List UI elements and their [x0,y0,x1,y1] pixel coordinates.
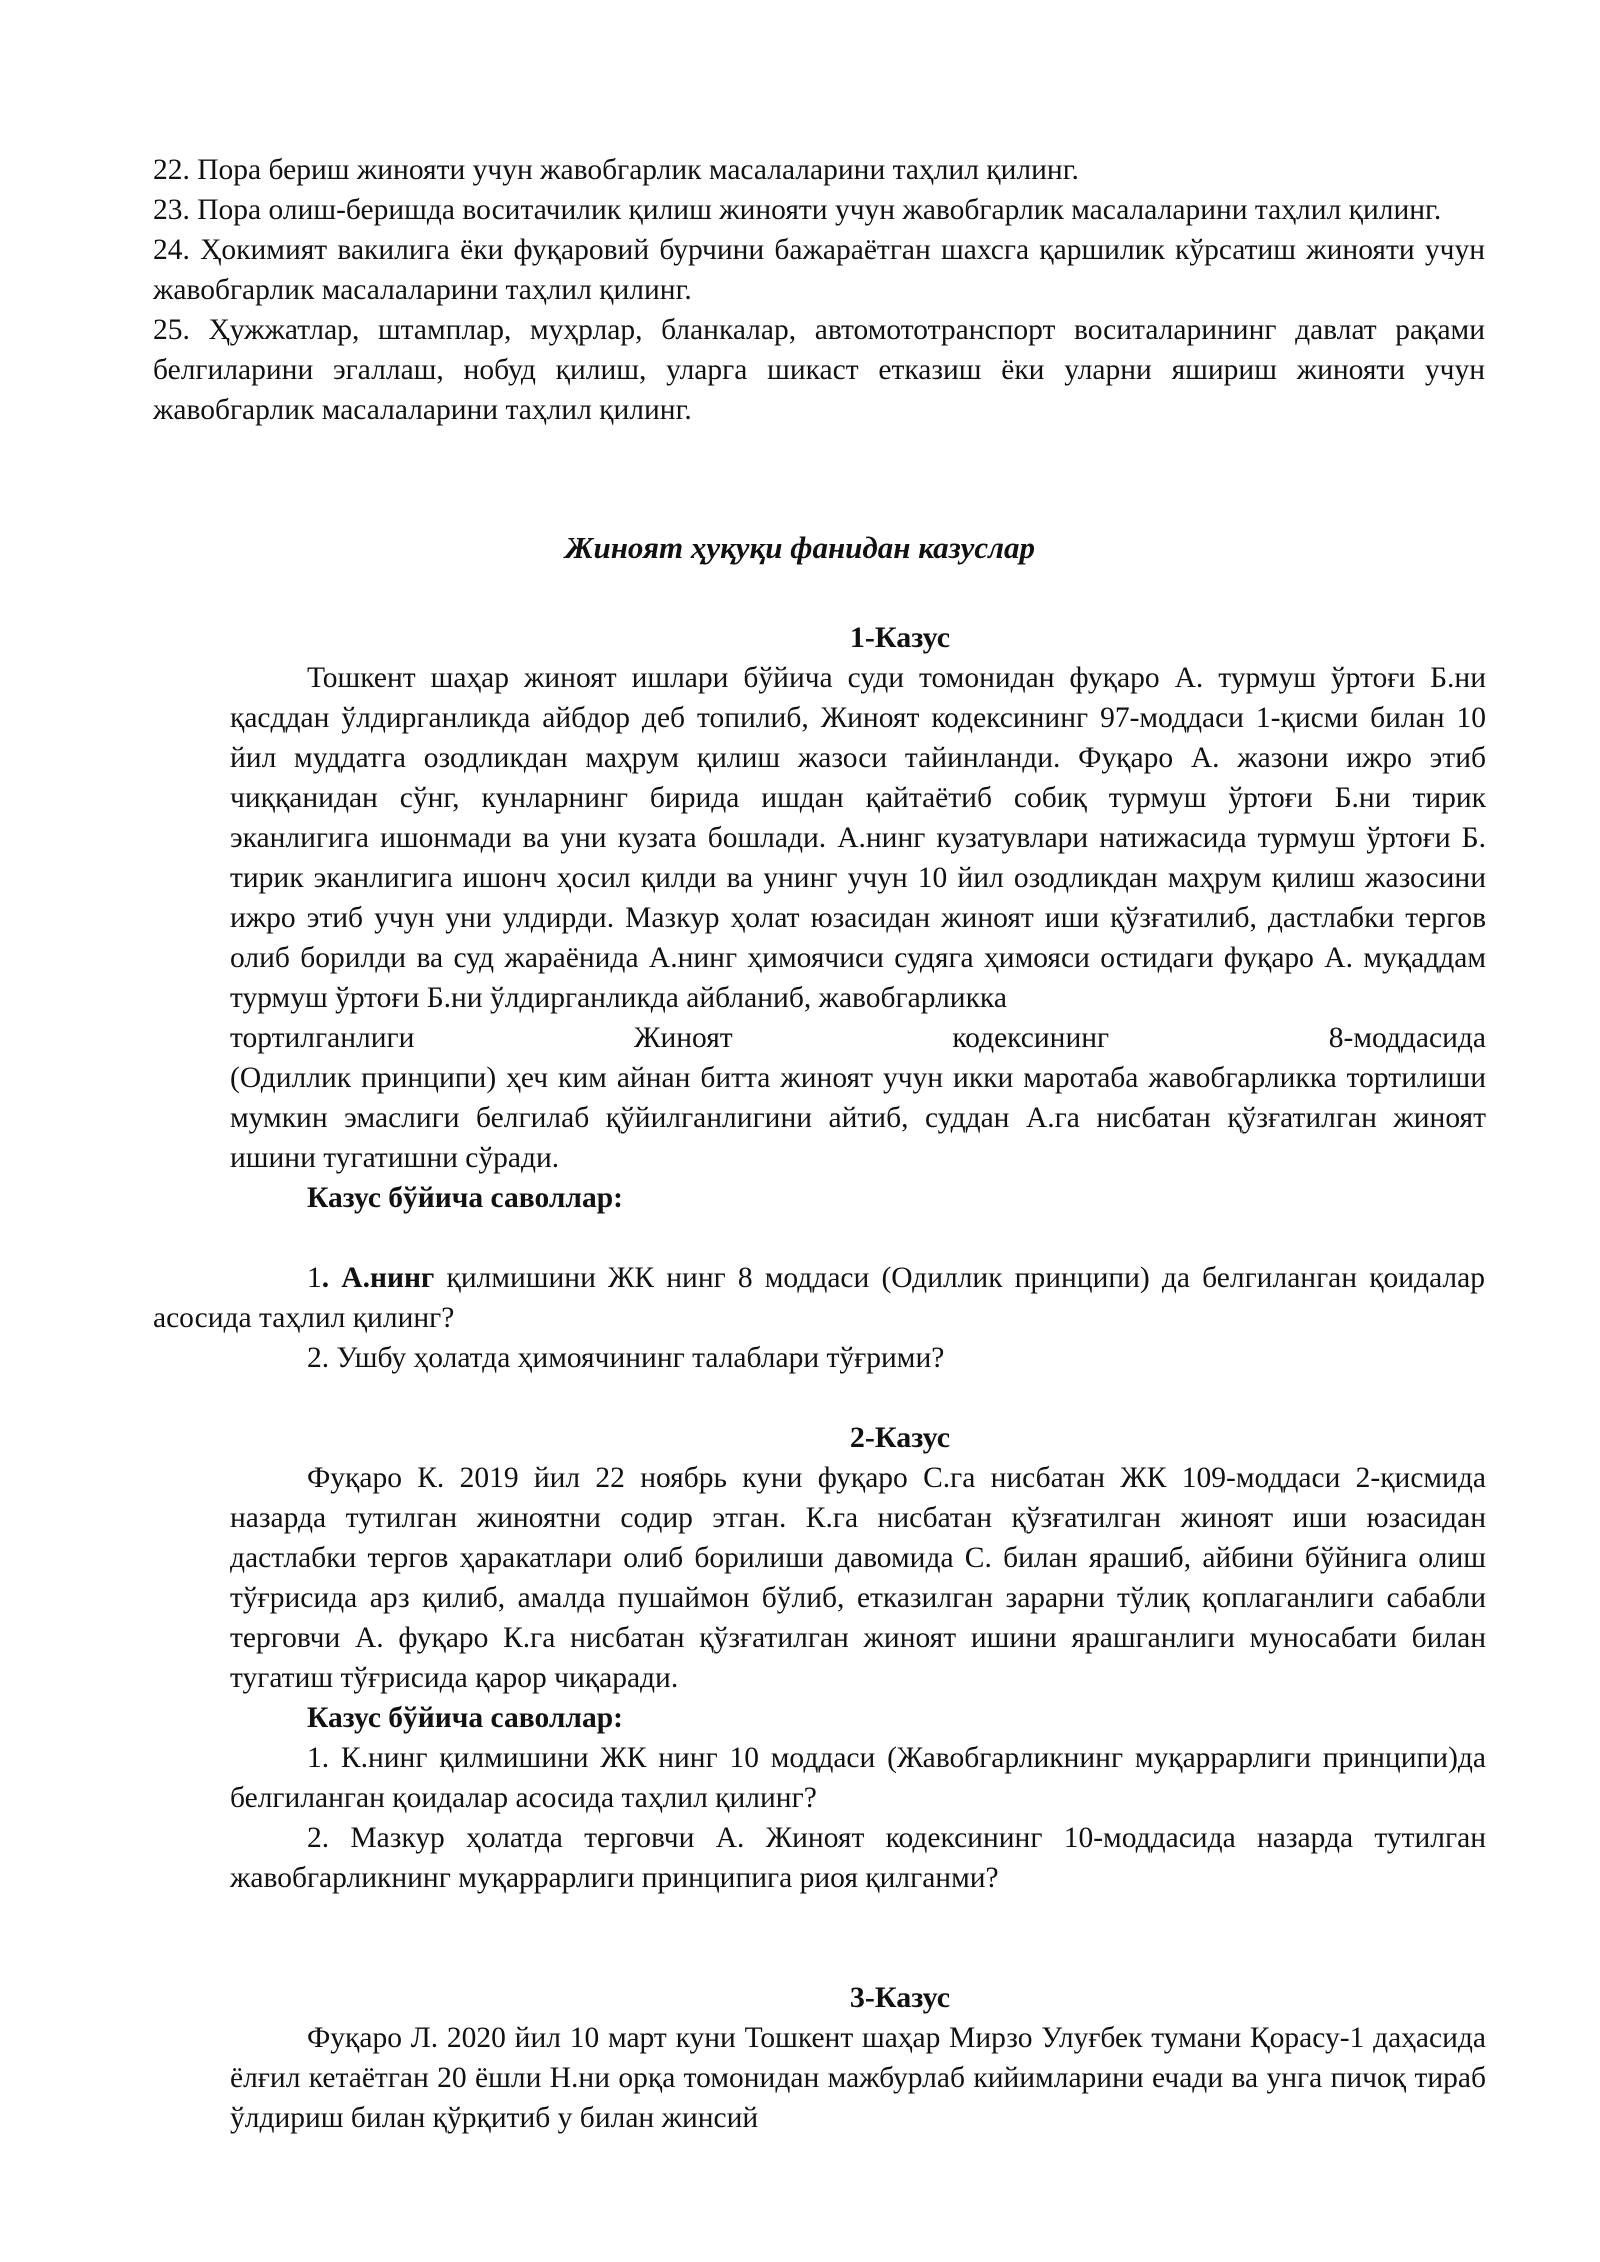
case-1-text-spread: тортилганлиги Жиноят кодексининг 8-моддасида [230,1022,1486,1054]
case-2-question-1: 1. К.нинг қилмишини ЖК нинг 10 моддаси (Жавобгарликнинг муқаррарлиги принципи)да белгиланган қоидалар асосида таҳлил қилинг? [230,1742,1486,1814]
list-item: 22. Пора бериш жинояти учун жавобгарлик масалаларини таҳлил қилинг. [153,154,1079,186]
list-item: 24. Ҳокимият вакилига ёки фуқаровий бурчини бажараётган шахсга қаршилик кўрсатиш жинояти учун жавобгарлик масалаларини таҳлил қилинг. [153,234,1485,306]
case-2-question-2: 2. Мазкур ҳолатда терговчи А. Жиноят кодексининг 10-моддасида назарда тутилган жавобгарликнинг муқаррарлиги принципига риоя қилганми? [230,1822,1486,1894]
case-1-questions [153,1258,1485,1378]
section-title: Жиноят ҳуқуқи фанидан казуслар [565,530,1035,565]
case-2-body [230,1458,1486,1898]
case-1-title: 1-Казус [849,621,951,654]
case-3-text: Фуқаро Л. 2020 йил 10 март куни Тошкент шаҳар Мирзо Улуғбек тумани Қорасу-1 даҳасида ёлғил кетаётган 20 ёшли Н.ни орқа томонидан мажбурлаб кийимларини ечади ва унга пичоқ тираб ўлдириш билан қўрқитиб у билан жинсий [230,2022,1486,2134]
list-item: 25. Ҳужжатлар, штамплар, муҳрлар, бланкалар, автомототранспорт воситаларининг давлат рақами белгиларини эгаллаш, нобуд қилиш, уларга шикаст етказиш ёки уларни яшириш жинояти учун жавобгарлик масалаларини таҳлил қилинг. [153,314,1485,426]
case-1-question-2: 2. Ушбу ҳолатда ҳимоячининг талаблари тўғрими? [307,1342,945,1374]
case-2-title: 2-Казус [849,1421,951,1454]
case-1-text-continued: (Одиллик принципи) ҳеч ким айнан битта жиноят учун икки маротаба жавобгарликка тортилиши мумкин эмаслиги белгилаб қўйилганлигини айтиб, суддан А.га нисбатан қўзғатилган жиноят ишини тугатишни сўради. [230,1062,1486,1174]
case-1-body [230,658,1486,1218]
list-item: 23. Пора олиш-беришда воситачилик қилиш жинояти учун жавобгарлик масалаларини таҳлил қилинг. [153,194,1442,226]
case-3-title: 3-Казус [849,1981,951,2014]
case-3-body [230,2018,1486,2138]
case-2-text: Фуқаро К. 2019 йил 22 ноябрь куни фуқаро С.га нисбатан ЖК 109-моддаси 2-қисмида назарда тутилган жиноятни содир этган. К.га нисбатан қўзғатилган жиноят иши юзасидан дастлабки тергов ҳаракатлари олиб борилиши давомида С. билан ярашиб, айбини бўйнига олиш тўғрисида арз қилиб, амалда пушаймон бўлиб, етказилган зарарни тўлиқ қоплаганлиги сабабли терговчи А. фуқаро К.га нисбатан қўзғатилган жиноят ишини ярашганлиги муносабати билан тугатиш тўғрисида қарор чиқаради. [230,1462,1486,1694]
case-1-text: Тошкент шаҳар жиноят ишлари бўйича суди томонидан фуқаро А. турмуш ўртоғи Б.ни қасддан ўлдирганликда айбдор деб топилиб, Жиноят кодексининг 97-моддаси 1-қисми билан 10 йил муддатга озодликдан маҳрум қилиш жазоси тайинланди. Фуқаро А. жазони ижро этиб чиққанидан сўнг, кунларнинг бирида ишдан қайтаётиб собиқ турмуш ўртоғи Б.ни тирик эканлигига ишонмади ва уни кузата бошлади. А.нинг кузатувлари натижасида турмуш ўртоғи Б. тирик эканлигига ишонч ҳосил қилди ва унинг учун 10 йил озодликдан маҳрум қилиш жазосини ижро этиб учун уни улдирди. Мазкур ҳолат юзасидан жиноят иши қўзғатилиб, дастлабки тергов олиб борилди ва суд жараёнида А.нинг ҳимоячиси судяга ҳимояси остидаги фуқаро А. муқаддам турмуш ўртоғи Б.ни ўлдирганликда айбланиб, жавобгарликка [230,662,1486,1014]
case-2-questions-heading: Казус бўйича саволлар: [307,1702,623,1734]
question-list [153,150,1485,430]
case-1-question-1: 1. А.нинг қилмишини ЖК нинг 8 моддаси (Одиллик принципи) да белгиланган қоидалар асосида таҳлил қилинг? [153,1262,1485,1334]
case-1-questions-heading: Казус бўйича саволлар: [307,1182,623,1214]
